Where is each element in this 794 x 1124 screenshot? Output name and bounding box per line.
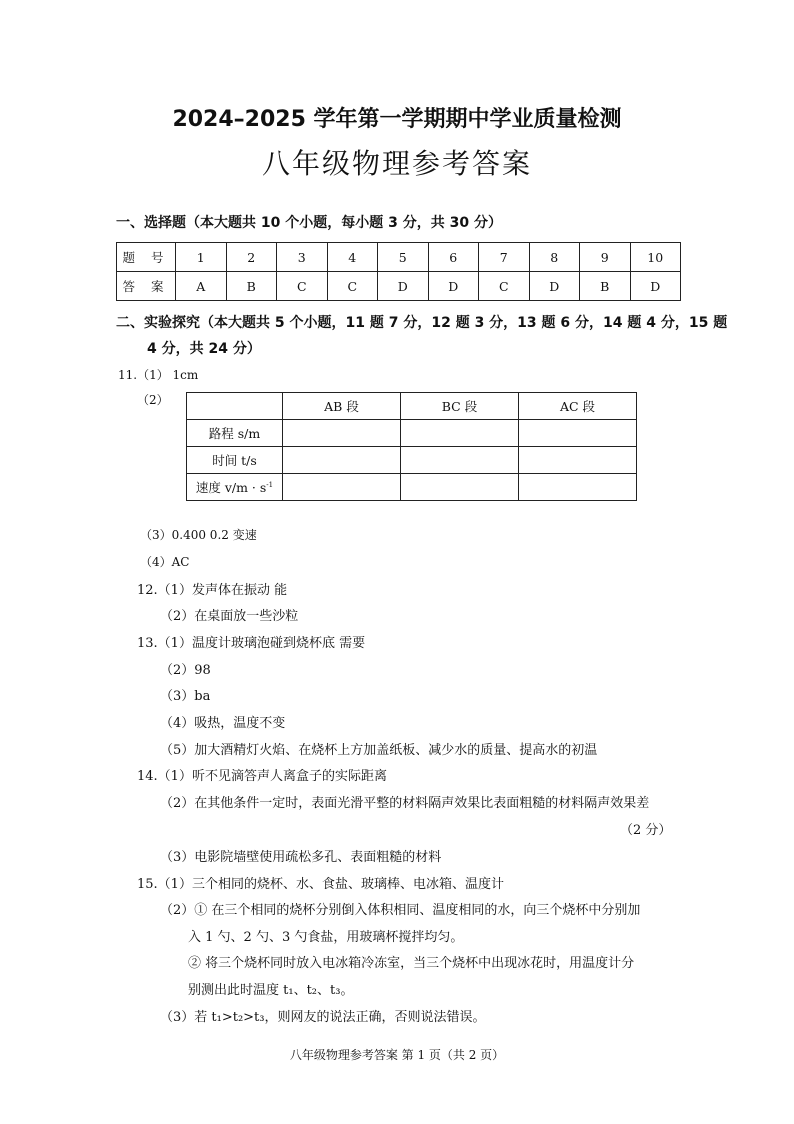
question-number: 4 — [327, 243, 378, 272]
table-row — [187, 393, 637, 420]
section2-heading-line1: 二、实验探究（本大题共 5 个小题，11 题 7 分，12 题 3 分，13 题 6 分，14 题 4 分，15 题 — [116, 315, 728, 331]
experiment-table — [186, 392, 637, 501]
answer-cell: C — [277, 272, 328, 301]
table-row — [187, 420, 637, 447]
q15-part2-step1-line2: 入 1 勺、2 勺、3 勺食盐，用玻璃杯搅拌均匀。 — [188, 930, 464, 945]
blank-cell — [283, 420, 401, 447]
table-header-bc: BC 段 — [401, 393, 519, 420]
q14-part1: 14.（1）听不见滴答声人离盒子的实际距离 — [137, 769, 387, 784]
q12-part2: （2）在桌面放一些沙粒 — [160, 609, 299, 624]
q15-part3: （3）若 t₁>t₂>t₃，则网友的说法正确，否则说法错误。 — [160, 1010, 486, 1025]
q11-part3: （3）0.400 0.2 变速 — [140, 528, 257, 542]
blank-cell — [519, 420, 637, 447]
q15-part2-step1-line1: （2）① 在三个相同的烧杯分别倒入体积相同、温度相同的水，向三个烧杯中分别加 — [160, 903, 641, 918]
answer-cell: B — [580, 272, 631, 301]
q13-part2: （2）98 — [160, 663, 211, 678]
blank-cell — [519, 474, 637, 501]
table-row — [117, 243, 681, 272]
page-footer: 八年级物理参考答案 第 1 页（共 2 页） — [289, 1048, 505, 1062]
question-number: 8 — [529, 243, 580, 272]
blank-cell — [401, 447, 519, 474]
blank-cell — [519, 447, 637, 474]
blank-cell — [401, 474, 519, 501]
q13-part1: 13.（1）温度计玻璃泡碰到烧杯底 需要 — [137, 636, 366, 651]
q15-part1: 15.（1）三个相同的烧杯、水、食盐、玻璃棒、电冰箱、温度计 — [137, 877, 504, 892]
answer-cell: C — [327, 272, 378, 301]
section1-heading: 一、选择题（本大题共 10 个小题，每小题 3 分，共 30 分） — [116, 215, 502, 231]
answer-cell: D — [428, 272, 479, 301]
answer-cell: D — [378, 272, 429, 301]
question-number: 1 — [176, 243, 227, 272]
q13-part3: （3）ba — [160, 689, 211, 704]
question-number: 9 — [580, 243, 631, 272]
q14-part2: （2）在其他条件一定时，表面光滑平整的材料隔声效果比表面粗糙的材料隔声效果差 — [160, 796, 650, 811]
q13-part4: （4）吸热，温度不变 — [160, 716, 286, 731]
q13-part5: （5）加大酒精灯火焰、在烧杯上方加盖纸板、减少水的质量、提高水的初温 — [160, 743, 598, 758]
answer-cell: A — [176, 272, 227, 301]
speed-unit-exponent: -1 — [266, 480, 274, 489]
question-number: 10 — [630, 243, 681, 272]
row-label-question: 题 号 — [117, 243, 176, 272]
section2-heading-line2: 4 分，共 24 分） — [147, 341, 261, 357]
table-row — [187, 474, 637, 501]
table-row — [117, 272, 681, 301]
blank-cell — [283, 447, 401, 474]
q14-part2-score: （2 分） — [620, 823, 672, 838]
document-title: 2024–2025 学年第一学期期中学业质量检测 — [172, 107, 622, 132]
answer-cell: D — [529, 272, 580, 301]
q12-part1: 12.（1）发声体在振动 能 — [137, 583, 288, 598]
table-header-ac: AC 段 — [519, 393, 637, 420]
q11-part1: 11.（1） 1cm — [118, 368, 199, 382]
answer-cell: D — [630, 272, 681, 301]
question-number: 5 — [378, 243, 429, 272]
q15-part2-step2-line2: 别测出此时温度 t₁、t₂、t₃。 — [188, 983, 354, 998]
answer-cell: C — [479, 272, 530, 301]
document-subtitle: 八年级物理参考答案 — [261, 147, 532, 180]
question-number: 6 — [428, 243, 479, 272]
row-label-distance: 路程 s/m — [187, 420, 283, 447]
q15-part2-step2-line1: ② 将三个烧杯同时放入电冰箱冷冻室，当三个烧杯中出现冰花时，用温度计分 — [188, 956, 635, 971]
q14-part3: （3）电影院墙壁使用疏松多孔、表面粗糙的材料 — [160, 850, 442, 865]
question-number: 2 — [226, 243, 277, 272]
q11-part2-label: （2） — [137, 393, 169, 407]
table-header-ab: AB 段 — [283, 393, 401, 420]
speed-label-text: 速度 v/m · s — [195, 480, 267, 495]
question-number: 3 — [277, 243, 328, 272]
q11-part4: （4）AC — [140, 555, 190, 569]
table-header-blank — [187, 393, 283, 420]
row-label-time: 时间 t/s — [187, 447, 283, 474]
answer-cell: B — [226, 272, 277, 301]
row-label-speed — [187, 474, 283, 501]
row-label-answer: 答 案 — [117, 272, 176, 301]
blank-cell — [283, 474, 401, 501]
answer-table — [116, 242, 681, 301]
blank-cell — [401, 420, 519, 447]
table-row — [187, 447, 637, 474]
question-number: 7 — [479, 243, 530, 272]
